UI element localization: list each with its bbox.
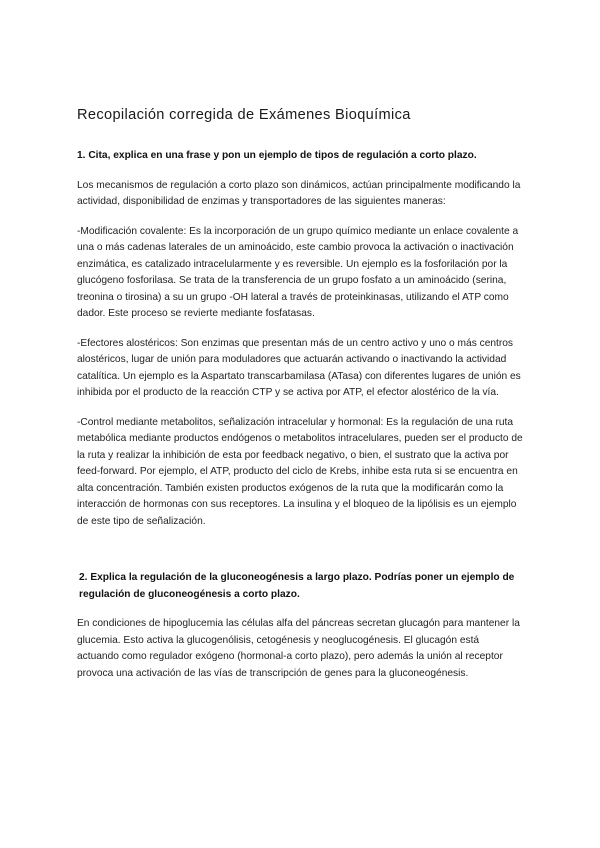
answer-paragraph: -Modificación covalente: Es la incorporación de un grupo químico mediante un enlace covalente a una o más cadenas laterales de un aminoácido, este cambio provoca la activación o inactivación enzimática, es catalizado intracelularmente y es reversible. Un ejemplo es la fosforilación por la glucógeno fosforilasa. Se trata de la transferencia de un grupo fosfato a un aminoácido (serina, treonina o tirosina) a su un grupo -OH lateral a través de proteinkinasas, utilizando el ATP como dador. Este proceso se revierte mediante fosfatasas. <box>77 225 519 319</box>
answer-paragraph: En condiciones de hipoglucemia las células alfa del páncreas secretan glucagón para mantener la glucemia. Esto activa la glucogenólisis, cetogénesis y neoglucogénesis. El glucagón está actuando como regulador exógeno (hormonal-a corto plazo), pero además la unión al receptor provoca una activación de las vías de transcripción de genes para la gluconeogénesis. <box>77 618 520 679</box>
question-heading: 1. Cita, explica en una frase y pon un ejemplo de tipos de regulación a corto plazo. <box>77 150 477 161</box>
answer-paragraph: -Efectores alostéricos: Son enzimas que presentan más de un centro activo y uno o más centros alostéricos, lugar de unión para moduladores que actuarán activando o inactivando la actividad catalítica. Un ejemplo es la Aspartato transcarbamilasa (ATasa) con diferentes lugares de unión es inhibida por el producto de la reacción CTP y se activa por ATP, el efector alostérico de la vía. <box>77 337 521 398</box>
document-content <box>77 106 523 695</box>
question-heading: 2. Explica la regulación de la gluconeogénesis a largo plazo. Podrías poner un ejemplo de regulación de gluconeogénesis a corto plazo. <box>79 572 515 600</box>
document-title: Recopilación corregida de Exámenes Bioquímica <box>77 107 411 123</box>
section-question-1 <box>77 148 523 530</box>
answer-paragraph: Los mecanismos de regulación a corto plazo son dinámicos, actúan principalmente modificando la actividad, disponibilidad de enzimas y transportadores de las siguientes maneras: <box>77 179 521 207</box>
answer-paragraph: -Control mediante metabolitos, señalización intracelular y hormonal: Es la regulación de una ruta metabólica mediante productos endógenos o metabolitos intracelulares, pueden ser el producto de la ruta y realizar la inhibición de esta por feedback negativo, o bien, el sustrato que la activa por feed-forward. Por ejemplo, el ATP, producto del ciclo de Krebs, inhibe esta ruta si se encuentra en alta concentración. También existen productos exógenos de la ruta que la modificarán como la interacción de hormonas con sus receptores. La insulina y el bloqueo de la lipólisis es un ejemplo de este tipo de señalización. <box>77 416 523 527</box>
section-question-2 <box>77 570 523 682</box>
